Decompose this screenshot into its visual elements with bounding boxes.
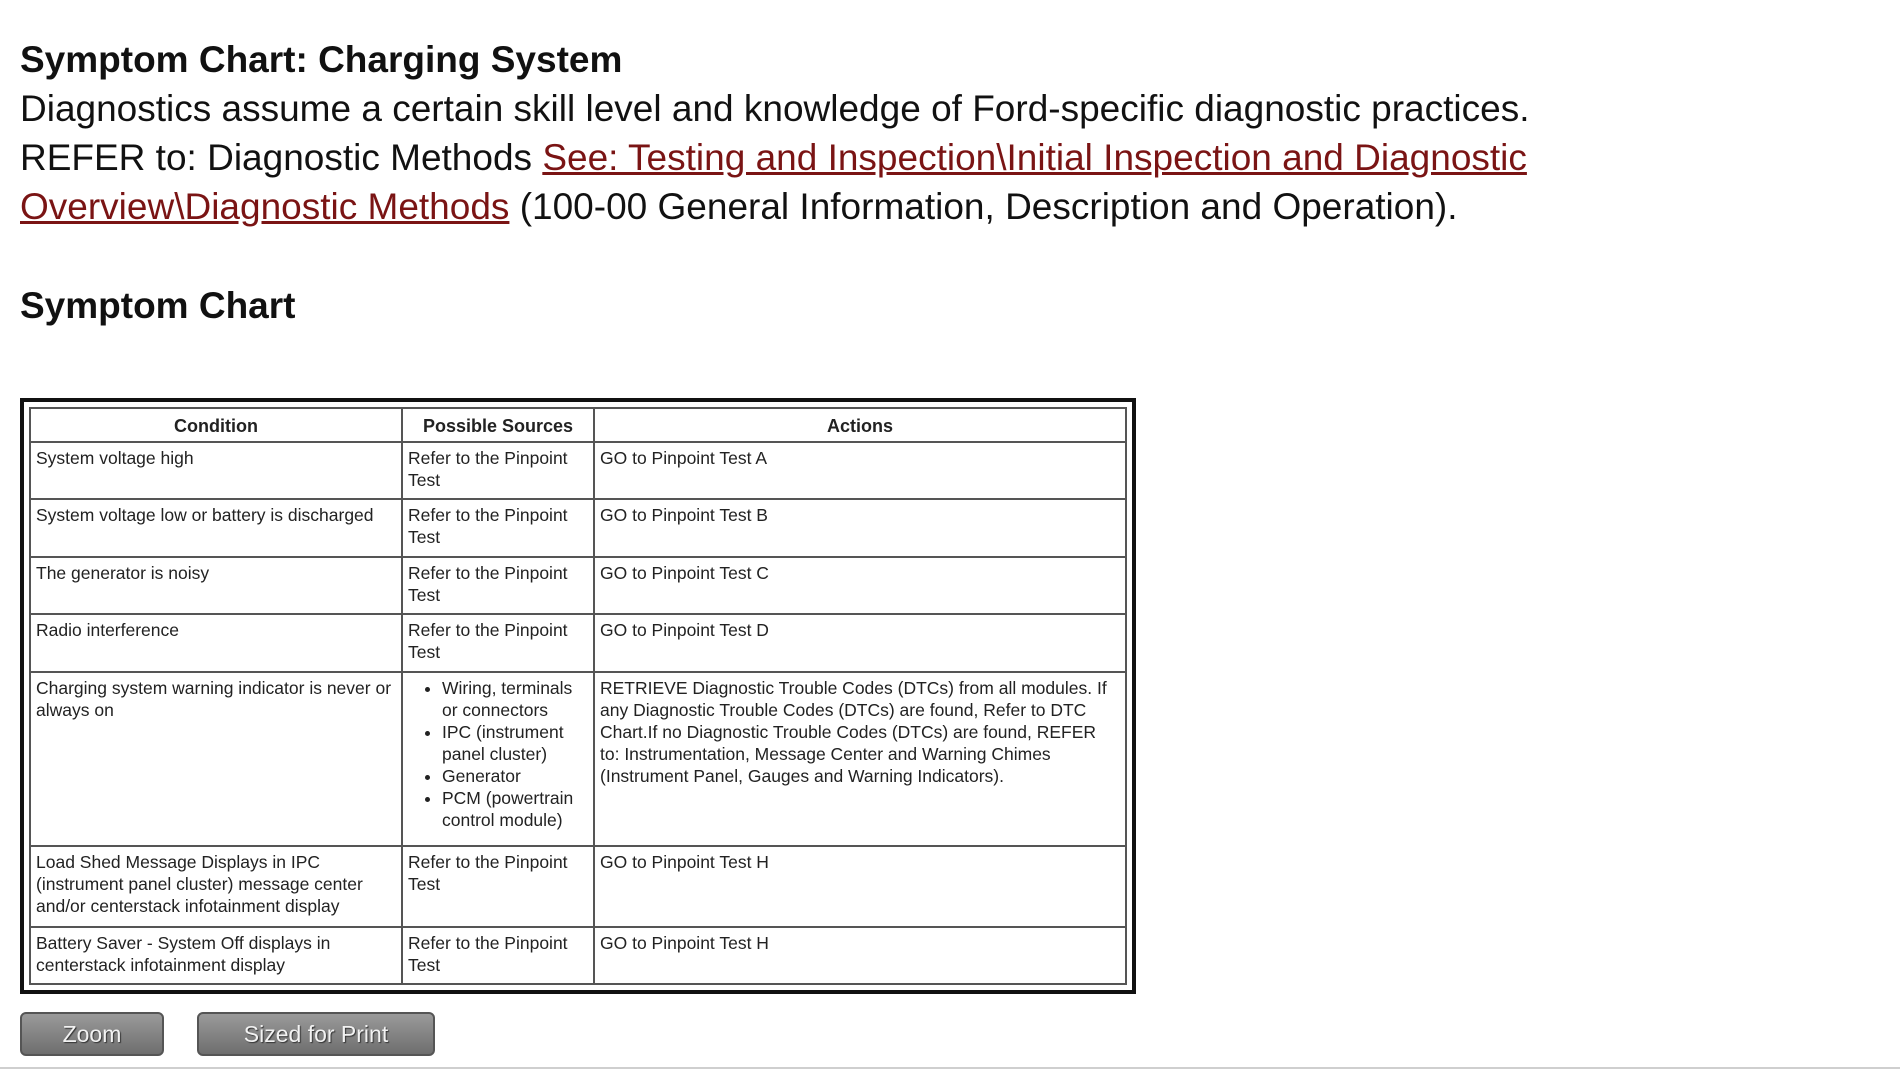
sources-cell: Refer to the Pinpoint Test bbox=[402, 927, 594, 984]
table-row bbox=[30, 499, 1126, 556]
sources-cell: Refer to the Pinpoint Test bbox=[402, 557, 594, 614]
table-row bbox=[30, 614, 1126, 671]
condition-cell: System voltage low or battery is discharged bbox=[30, 499, 402, 556]
sources-cell: Refer to the Pinpoint Test bbox=[402, 442, 594, 499]
diagnostic-methods-link[interactable]: See: Testing and Inspection\Initial Inspection and Diagnostic Overview\Diagnostic Methods bbox=[20, 137, 1527, 227]
table-header-row bbox=[30, 408, 1126, 442]
source-item: • IPC (instrument panel cluster) bbox=[442, 721, 588, 765]
condition-cell: The generator is noisy bbox=[30, 557, 402, 614]
condition-cell: Radio interference bbox=[30, 614, 402, 671]
section-title: Symptom Chart bbox=[20, 285, 296, 326]
actions-cell: RETRIEVE Diagnostic Trouble Codes (DTCs) from all modules. If any Diagnostic Trouble Codes (DTCs) are found, Refer to DTC Chart.If no Diagnostic Trouble Codes (DTCs) are found, REFER to: Instrumentation, Message Center and Warning Chimes (Instrument Panel, Gauges and Warning Indicators). bbox=[594, 672, 1126, 846]
zoom-button[interactable]: Zoom bbox=[20, 1012, 164, 1056]
document-page bbox=[20, 36, 1880, 1047]
condition-cell: System voltage high bbox=[30, 442, 402, 499]
actions-cell: GO to Pinpoint Test H bbox=[594, 927, 1126, 984]
header-condition: Condition bbox=[30, 408, 402, 442]
intro-sentence: Diagnostics assume a certain skill level and knowledge of Ford-specific diagnostic practices. bbox=[20, 88, 1530, 129]
page-title: Symptom Chart: Charging System bbox=[20, 39, 623, 80]
sources-cell: Refer to the Pinpoint Test bbox=[402, 499, 594, 556]
table-row bbox=[30, 442, 1126, 499]
intro-paragraph bbox=[20, 84, 1660, 231]
condition-cell: Load Shed Message Displays in IPC (instrument panel cluster) message center and/or centerstack infotainment display bbox=[30, 846, 402, 927]
actions-cell: GO to Pinpoint Test D bbox=[594, 614, 1126, 671]
symptom-table bbox=[29, 407, 1127, 985]
sources-list bbox=[408, 677, 588, 831]
condition-cell: Charging system warning indicator is never or always on bbox=[30, 672, 402, 846]
table-row bbox=[30, 846, 1126, 927]
actions-cell: GO to Pinpoint Test H bbox=[594, 846, 1126, 927]
refer-suffix: (100-00 General Information, Description and Operation). bbox=[509, 186, 1458, 227]
sources-cell: Refer to the Pinpoint Test bbox=[402, 614, 594, 671]
source-item: • Generator bbox=[442, 765, 588, 787]
actions-cell: GO to Pinpoint Test B bbox=[594, 499, 1126, 556]
refer-prefix: REFER to: Diagnostic Methods bbox=[20, 137, 543, 178]
condition-cell: Battery Saver - System Off displays in centerstack infotainment display bbox=[30, 927, 402, 984]
table-row bbox=[30, 557, 1126, 614]
symptom-chart-figure bbox=[20, 398, 1136, 994]
sources-cell bbox=[402, 672, 594, 846]
actions-cell: GO to Pinpoint Test A bbox=[594, 442, 1126, 499]
sized-for-print-button[interactable]: Sized for Print bbox=[197, 1012, 435, 1056]
source-item: • PCM (powertrain control module) bbox=[442, 787, 588, 831]
source-item: • Wiring, terminals or connectors bbox=[442, 677, 588, 721]
sources-cell: Refer to the Pinpoint Test bbox=[402, 846, 594, 927]
header-actions: Actions bbox=[594, 408, 1126, 442]
table-row bbox=[30, 672, 1126, 846]
header-possible-sources: Possible Sources bbox=[402, 408, 594, 442]
actions-cell: GO to Pinpoint Test C bbox=[594, 557, 1126, 614]
table-row bbox=[30, 927, 1126, 984]
